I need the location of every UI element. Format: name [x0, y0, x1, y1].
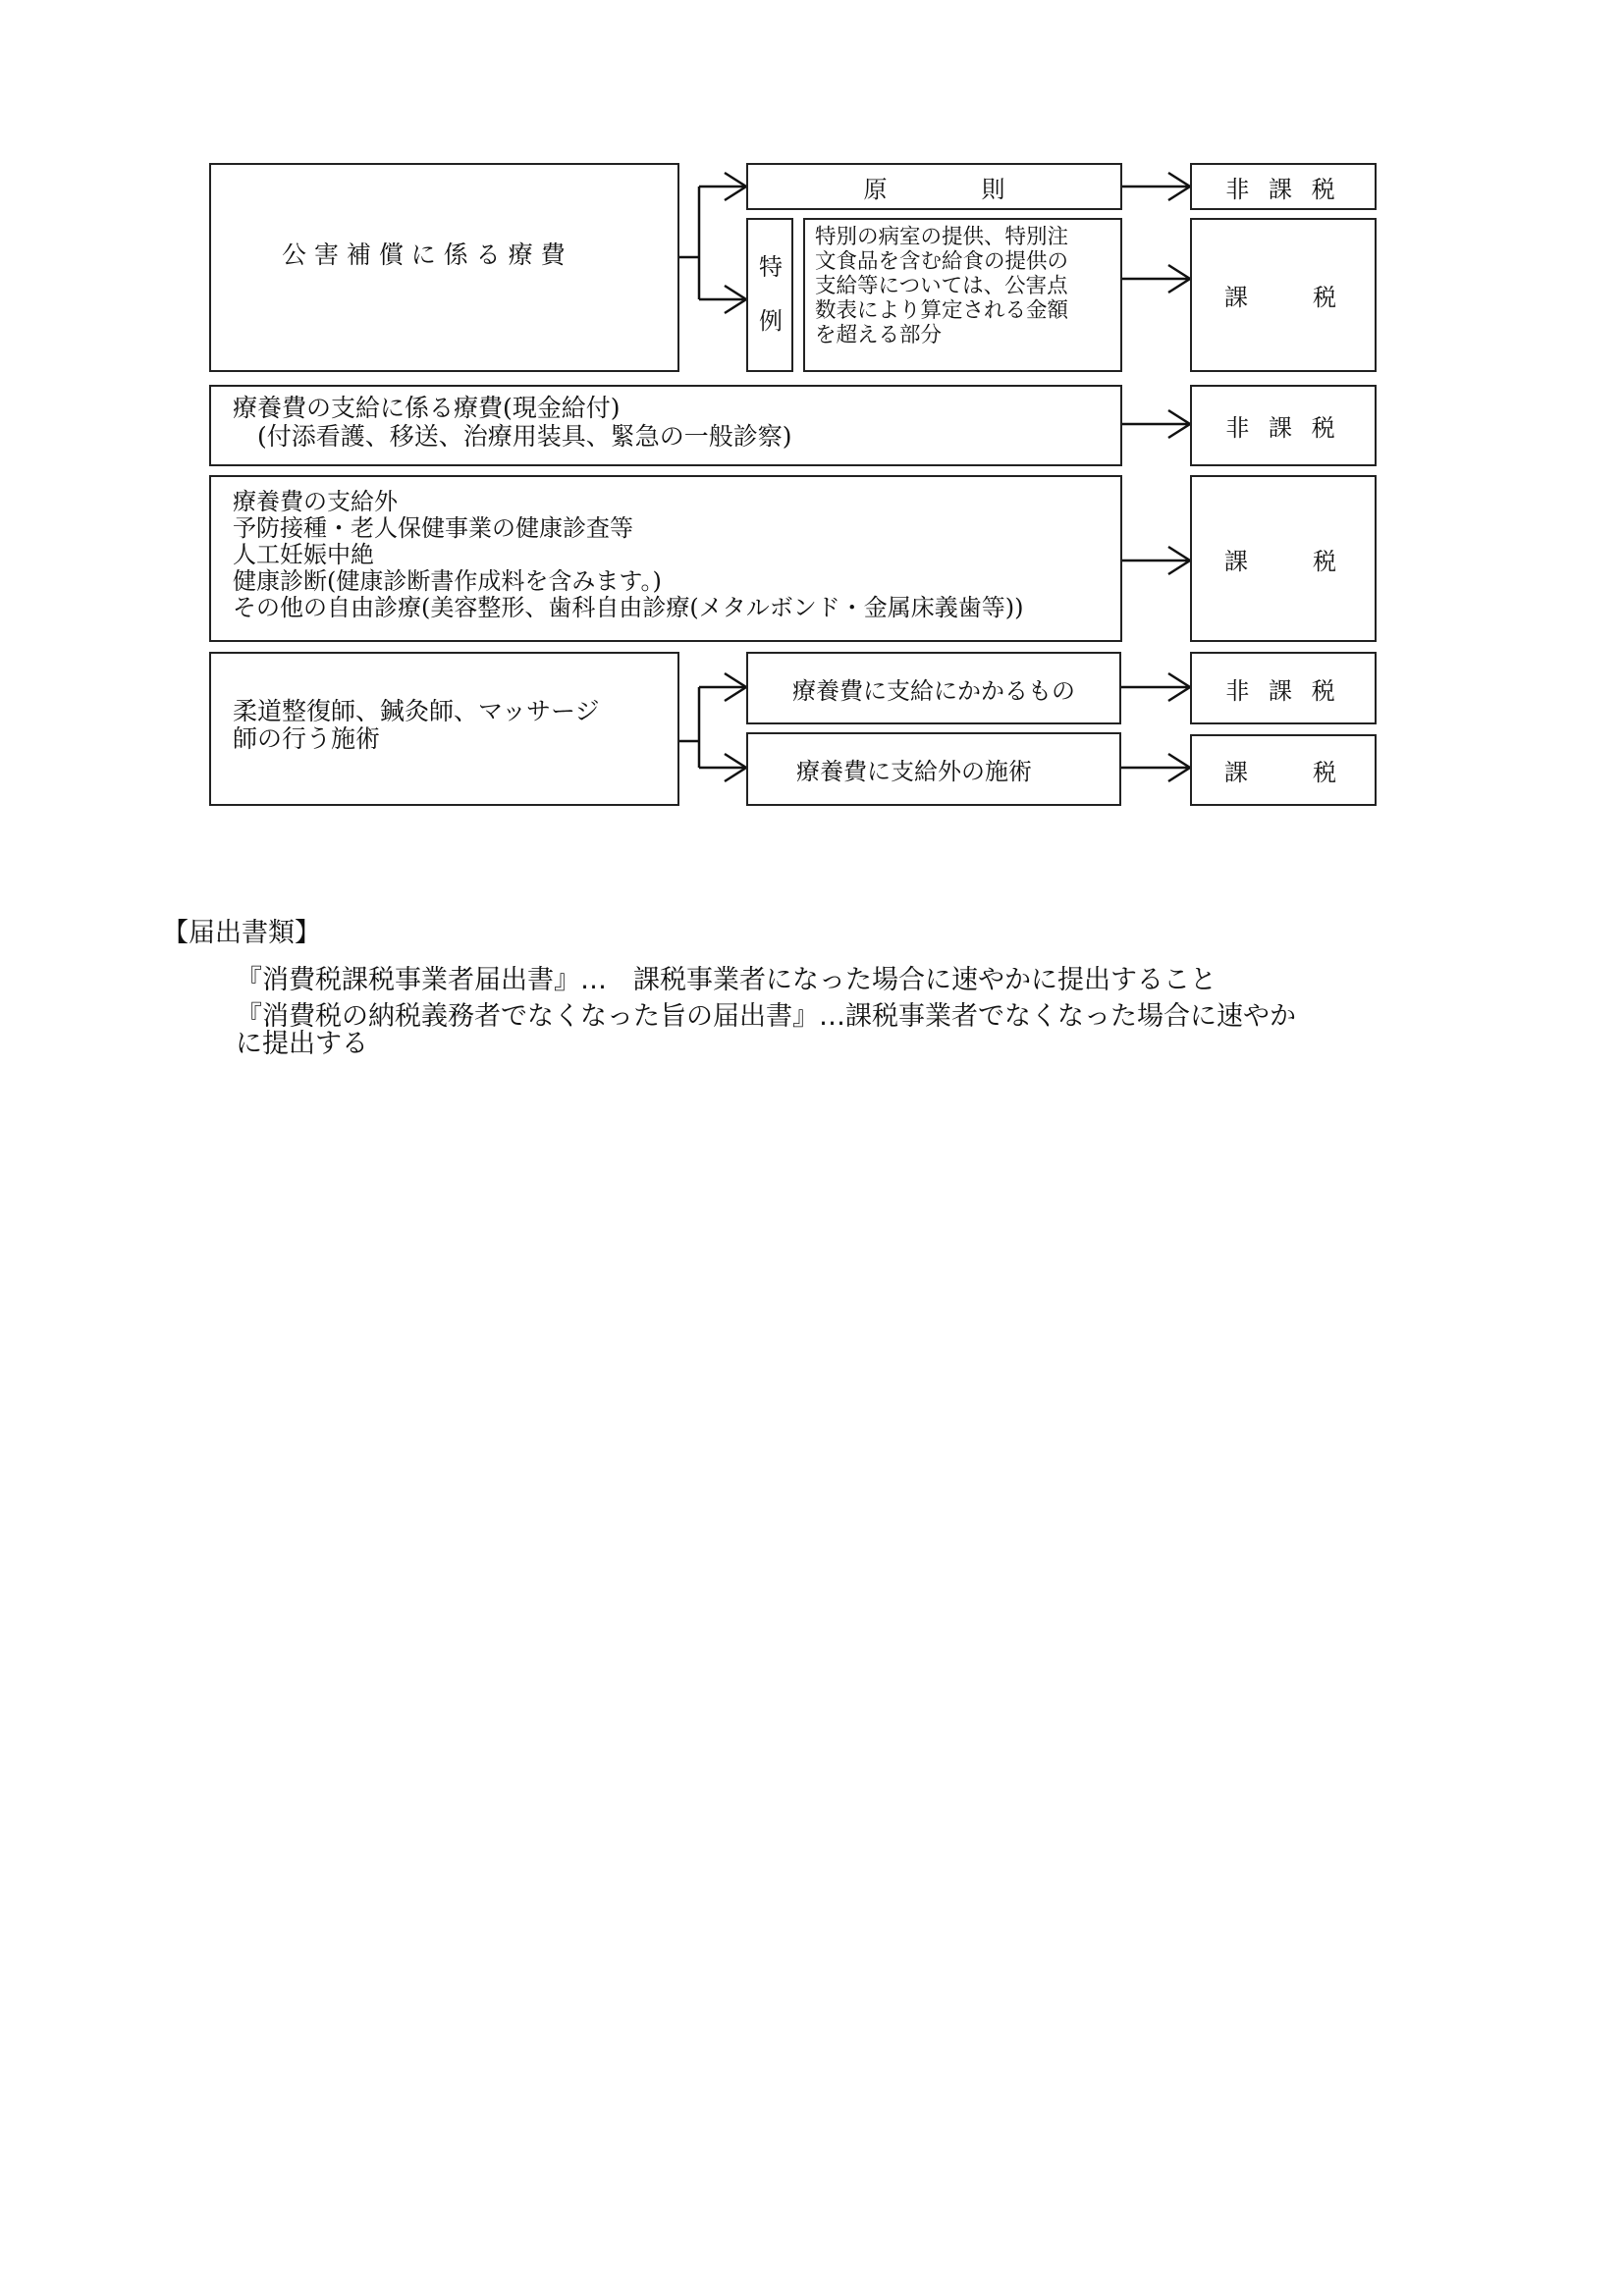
forms-item-1: 『消費税課税事業者届出書』… 課税事業者になった場合に速やかに提出すること — [236, 965, 1217, 995]
forms-heading: 【届出書類】 — [162, 918, 321, 948]
exception-text-box — [803, 218, 1122, 372]
row3-left-box — [209, 475, 1122, 642]
exception-tag-label: 特 例 — [759, 253, 783, 336]
principle-label: 原 則 — [863, 175, 1005, 203]
arrow-row3-result — [1122, 547, 1190, 574]
row1-split-line — [679, 187, 746, 299]
row3-result-box — [1190, 475, 1377, 642]
row2-result-box — [1190, 385, 1377, 466]
exception-text-label: 特別の病室の提供、特別注 文食品を含む給食の提供の 支給等については、公害点 数表により算定される金額 を超える部分 — [815, 225, 1069, 347]
arrow-branch1-result — [1121, 673, 1190, 701]
row1-left-box — [209, 163, 679, 372]
exception-result-box — [1190, 218, 1377, 372]
arrowhead-row1-principle — [725, 173, 746, 200]
row2-left-box — [209, 385, 1122, 466]
branch2-box — [746, 732, 1121, 806]
row2-left-label: 療養費の支給に係る療費(現金給付) (付添看護、移送、治療用装具、緊急の一般診察) — [233, 394, 792, 451]
row2-result-label: 非 課 税 — [1225, 414, 1341, 442]
exception-tag-box — [746, 218, 793, 372]
principle-result-label: 非 課 税 — [1225, 175, 1341, 203]
row3-result-label: 課 税 — [1224, 547, 1342, 575]
forms-item-2: 『消費税の納税義務者でなくなった旨の届出書』…課税事業者でなくなった場合に速やか に提出する — [236, 1001, 1296, 1060]
branch1-box — [746, 652, 1121, 724]
branch2-result-box — [1190, 734, 1377, 806]
principle-box — [746, 163, 1122, 210]
arrow-principle-result — [1122, 173, 1190, 200]
exception-result-label: 課 税 — [1224, 284, 1342, 311]
row4-left-label: 柔道整復師、鍼灸師、マッサージ 師の行う施術 — [233, 697, 600, 753]
row4-left-box — [209, 652, 679, 806]
branch1-result-box — [1190, 652, 1377, 724]
branch1-label: 療養費に支給にかかるもの — [792, 676, 1075, 705]
arrow-exception-result — [1122, 265, 1190, 293]
branch1-result-label: 非 課 税 — [1225, 676, 1341, 705]
arrowhead-row4-branch2 — [725, 754, 746, 781]
arrowhead-row4-branch1 — [725, 673, 746, 701]
branch2-result-label: 課 税 — [1224, 759, 1342, 786]
arrowhead-row1-exception — [725, 286, 746, 313]
row3-left-label: 療養費の支給外 予防接種・老人保健事業の健康診査等 人工妊娠中絶 健康診断(健康診断書作成料を含みます。) その他の自由診療(美容整形、歯科自由診療(メタルボンド・金属床義歯等)) — [233, 488, 1024, 622]
arrow-row2-result — [1122, 410, 1190, 438]
branch2-label: 療養費に支給外の施術 — [796, 758, 1032, 785]
principle-result-box — [1190, 163, 1377, 210]
row1-left-label: 公 害 補 償 に 係 る 療 費 — [282, 240, 566, 269]
row4-split-line — [679, 687, 746, 768]
arrow-branch2-result — [1121, 754, 1190, 781]
